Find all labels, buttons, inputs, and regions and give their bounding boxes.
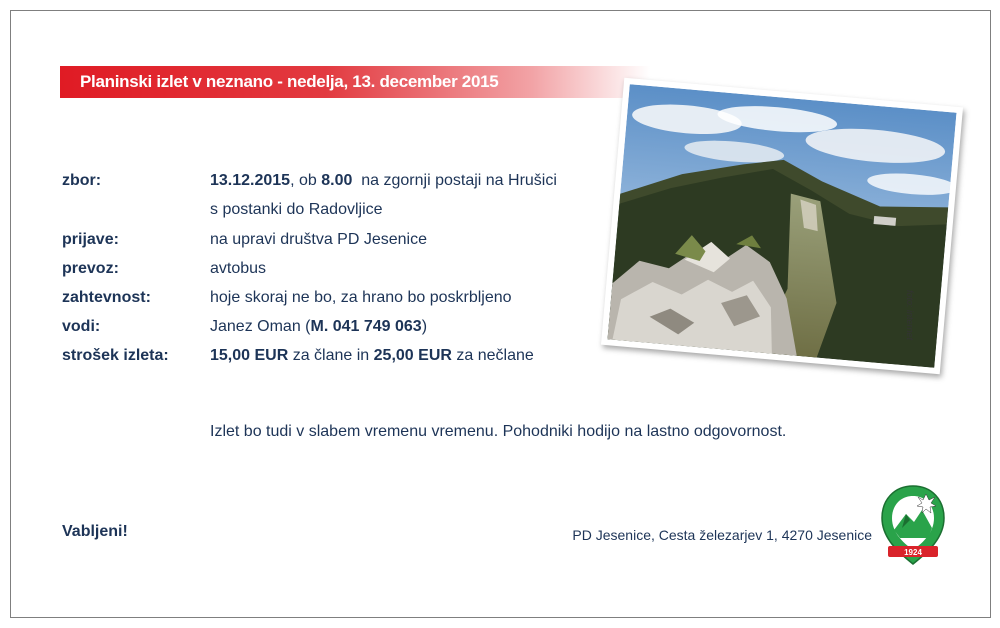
weather-note: Izlet bo tudi v slabem vremenu vremenu. Pohodniki hodijo na lastno odgovornost.: [210, 423, 787, 440]
value-text: , ob: [290, 172, 322, 189]
value-zahtevnost: hoje skoraj ne bo, za hrano bo poskrbljeno: [210, 289, 512, 306]
label-zbor: zbor:: [62, 172, 102, 189]
value-vodi: [210, 318, 427, 336]
value-prijave: na upravi društva PD Jesenice: [210, 231, 427, 248]
club-logo-icon: [878, 482, 948, 572]
label-zahtevnost: zahtevnost:: [62, 289, 151, 306]
label-prijave: prijave:: [62, 231, 119, 248]
value-text: ): [421, 318, 428, 335]
value-text: za člane in: [288, 347, 374, 364]
value-strosek: [210, 347, 534, 365]
label-strosek: strošek izleta:: [62, 347, 169, 364]
price-nonmembers: 25,00 EUR: [373, 347, 452, 364]
page-title: Planinski izlet v neznano - nedelja, 13. december 2015: [80, 72, 499, 91]
time-value: 8.00: [321, 172, 353, 189]
date-value: 13.12.2015: [210, 172, 291, 189]
price-members: 15,00 EUR: [210, 347, 289, 364]
value-prevoz: avtobus: [210, 260, 267, 277]
value-text: na zgornji postaji na Hrušici: [352, 172, 557, 189]
value-zbor-continued: s postanki do Radovljice: [210, 201, 383, 218]
phone-number: M. 041 749 063: [310, 318, 422, 335]
logo-year: 1924: [904, 548, 922, 557]
photo-credit: foto: internet: [905, 290, 915, 341]
value-zbor: [210, 172, 557, 190]
value-text: za nečlane: [451, 347, 534, 364]
label-prevoz: prevoz:: [62, 260, 119, 277]
label-vodi: vodi:: [62, 318, 101, 335]
value-text: Janez Oman (: [210, 318, 311, 335]
club-address: PD Jesenice, Cesta železarjev 1, 4270 Jesenice: [572, 527, 872, 543]
closing-text: Vabljeni!: [62, 523, 128, 540]
